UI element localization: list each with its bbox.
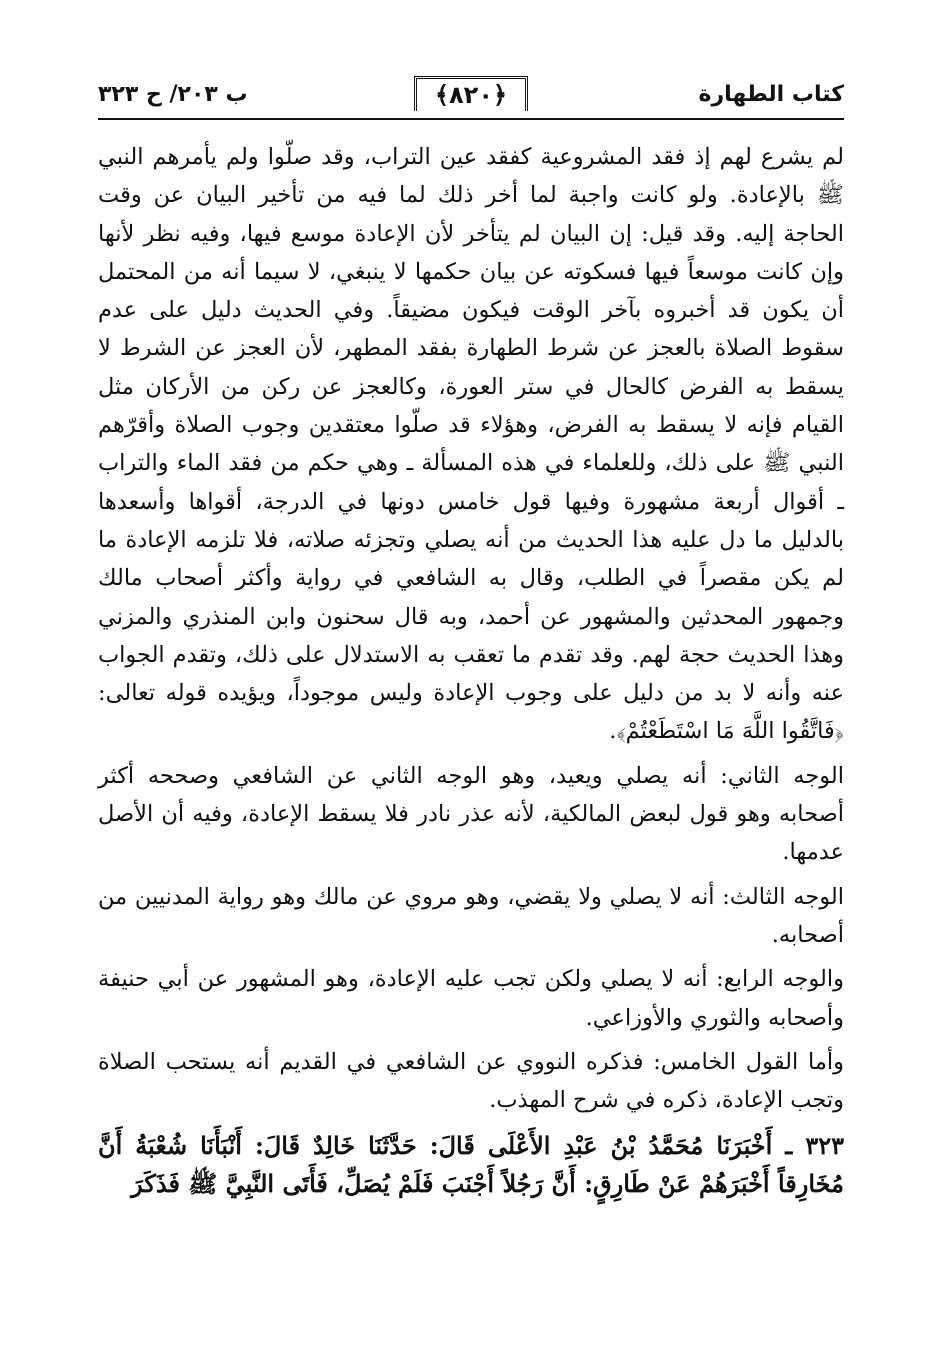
paragraph-second-view: الوجه الثاني: أنه يصلي ويعيد، وهو الوجه الثاني عن الشافعي وصححه أكثر أصحابه وهو قول لبعض المالكية، لأنه عذر نادر فلا يسقط الإعادة، وفيه أن الأصل عدمها. [98,762,844,866]
paragraph-third-view: الوجه الثالث: أنه لا يصلي ولا يقضي، وهو مروي عن مالك وهو رواية المدنيين من أصحابه. [98,883,844,948]
paragraph-fifth-view: وأما القول الخامس: فذكره النووي عن الشافعي في القديم أنه يستحب الصلاة وتجب الإعادة، ذكره في شرح المهذب. [98,1048,844,1114]
hadith-text: ٣٢٣ ـ أَخْبَرَنَا مُحَمَّدُ بْنُ عَبْدِ الأَعْلَى قَالَ: حَدَّثَنَا خَالِدٌ قَالَ: أَنْبَأَنَا شُعْبَةُ أَنَّ مُخَارِقاً أَخْبَرَهُمْ عَنْ طَارِقٍ: أَنَّ رَجُلاً أَجْنَبَ فَلَمْ يُصَلِّ، فَأَتَى النَّبِيَّ ﷺ فَذَكَرَ [98,1131,844,1199]
page-body [98,138,844,1203]
page-number: ﴿٨٢٠﴾ [414,76,528,111]
chapter-hadith-reference: ب ٢٠٣/ ح ٣٢٣ [98,82,248,107]
book-page [98,74,844,1203]
book-title: كتاب الطهارة [698,82,844,107]
paragraph-main: لم يشرع لهم إذ فقد المشروعية كفقد عين التراب، وقد صلّوا ولم يأمرهم النبي ﷺ بالإعادة. ولو كانت واجبة لما أخر ذلك لما فيه من تأخير البيان عن وقت الحاجة إليه. وقد قيل: إن البيان لم يتأخر لأن الإعادة موسع فيها، وفيه نظر لأنها وإن كانت موسعاً فيها فسكوته عن بيان حكمها لا ينبغي، لا سيما أنه من المحتمل أن يكون قد أخبروه بآخر الوقت فيكون مضيقاً. وفي الحديث دليل على عدم سقوط الصلاة بالعجز عن شرط الطهارة بفقد المطهر، لأن العجز عن الشرط لا يسقط به الفرض كالحال في ستر العورة، وكالعجز عن ركن من الأركان مثل القيام فإنه لا يسقط به الفرض، وهؤلاء قد صلّوا معتقدين وجوب الصلاة وأقرّهم النبي ﷺ على ذلك، وللعلماء في هذه المسألة ـ وهي حكم من فقد الماء والتراب ـ أقوال أربعة مشهورة وفيها قول خامس دونها في الدرجة، أقواها وأسعدها بالدليل ما دل عليه هذا الحديث من أنه يصلي وتجزئه صلاته، فلا تلزمه الإعادة ما لم يكن مقصراً في الطلب، وقال به الشافعي في رواية وأكثر أصحاب مالك وجمهور المحدثين والمشهور عن أحمد، وبه قال سحنون وابن المنذري والمزني وهذا الحديث حجة لهم. وقد تقدم ما تعقب به الاستدلال على ذلك، وتقدم الجواب عنه وأنه لا بد من دليل على وجوب الإعادة وليس موجوداً، ويؤيده قوله تعالى: ﴿فَاتَّقُوا اللَّهَ مَا اسْتَطَعْتُمْ﴾. [98,144,845,745]
page-header [98,74,844,120]
paragraph-fourth-view: والوجه الرابع: أنه لا يصلي ولكن تجب عليه الإعادة، وهو المشهور عن أبي حنيفة وأصحابه والثوري والأوزاعي. [98,966,844,1031]
